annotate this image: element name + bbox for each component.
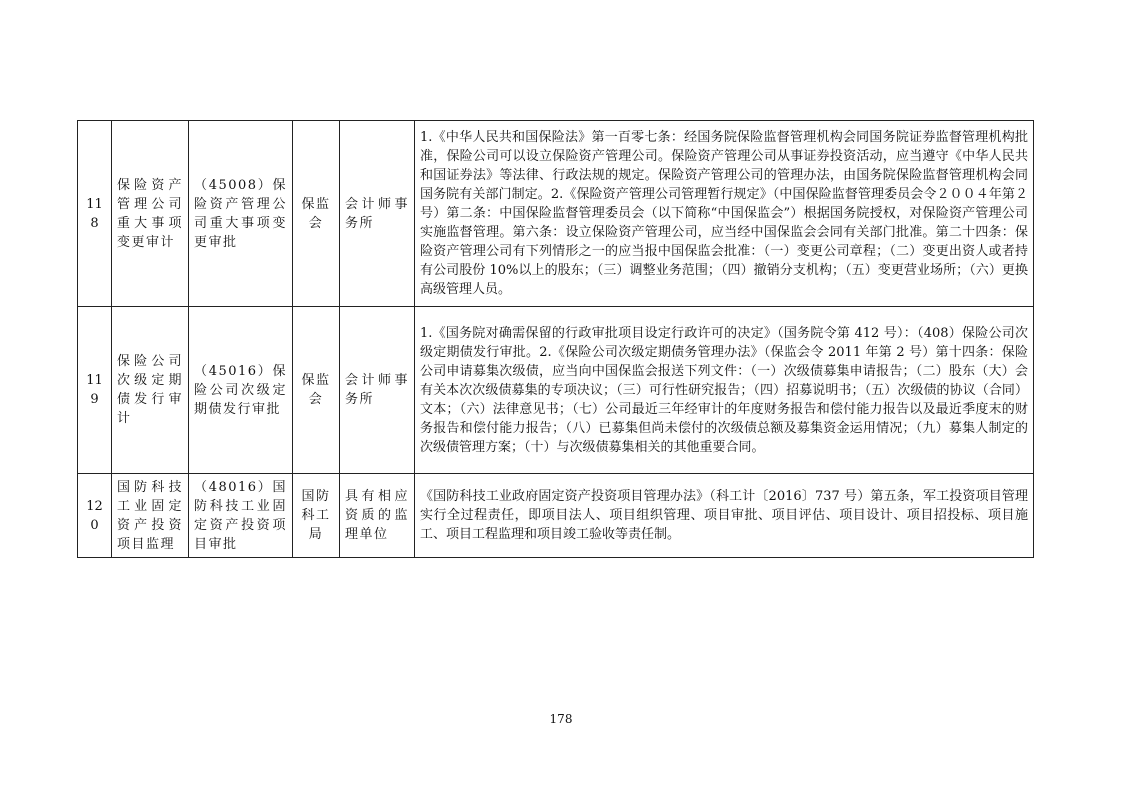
- item-name: 保险公司次级定期债发行审计: [112, 307, 189, 474]
- approval-matter: （45008）保险资产管理公司重大事项变更审批: [189, 121, 293, 307]
- approval-department: 国防科工局: [293, 474, 340, 558]
- regulation-table: [77, 120, 1034, 558]
- row-number: 120: [78, 474, 112, 558]
- approval-matter: （48016）国防科技工业固定资产投资项目审批: [189, 474, 293, 558]
- legal-basis: 1.《中华人民共和国保险法》第一百零七条：经国务院保险监督管理机构会同国务院证券监督管理机构批准，保险公司可以设立保险资产管理公司。保险资产管理公司从事证券投资活动，应当遵守《中华人民共和国证券法》等法律、行政法规的规定。保险资产管理公司的管理办法，由国务院保险监督管理机构会同国务院有关部门制定。2.《保险资产管理公司管理暂行规定》（中国保险监督管理委员会令２００４年第２号）第二条：中国保险监督管理委员会（以下简称“中国保监会”）根据国务院授权，对保险资产管理公司实施监督管理。第六条：设立保险资产管理公司，应当经中国保监会会同有关部门批准。第二十四条：保险资产管理公司有下列情形之一的应当报中国保监会批准：（一）变更公司章程；（二）变更出资人或者持有公司股份 10%以上的股东；（三）调整业务范围；（四）撤销分支机构；（五）变更营业场所；（六）更换高级管理人员。: [415, 121, 1034, 307]
- table-row: [78, 307, 1034, 474]
- row-number: 119: [78, 307, 112, 474]
- item-name: 保险资产管理公司重大事项变更审计: [112, 121, 189, 307]
- item-name: 国防科技工业固定资产投资项目监理: [112, 474, 189, 558]
- legal-basis: 1.《国务院对确需保留的行政审批项目设定行政许可的决定》（国务院令第 412 号）：（408）保险公司次级定期债发行审批。2.《保险公司次级定期债务管理办法》（保监会令 2011 年第 2 号）第十四条：保险公司申请募集次级债，应当向中国保监会报送下列文件：（一）次级债募集申请报告；（二）股东（大）会有关本次次级债募集的专项决议；（三）可行性研究报告；（四）招募说明书；（五）次级债的协议（合同）文本；（六）法律意见书；（七）公司最近三年经审计的年度财务报告和偿付能力报告以及最近季度末的财务报告和偿付能力报告；（八）已募集但尚未偿付的次级债总额及募集资金运用情况；（九）募集人制定的次级债管理方案；（十）与次级债募集相关的其他重要合同。: [415, 307, 1034, 474]
- approval-matter: （45016）保险公司次级定期债发行审批: [189, 307, 293, 474]
- table-row: [78, 474, 1034, 558]
- service-organization: 会计师事务所: [340, 121, 415, 307]
- service-organization: 具有相应资质的监理单位: [340, 474, 415, 558]
- service-organization: 会计师事务所: [340, 307, 415, 474]
- legal-basis: 《国防科技工业政府固定资产投资项目管理办法》（科工计〔2016〕737 号）第五条，军工投资项目管理实行全过程责任，即项目法人、项目组织管理、项目审批、项目评估、项目设计、项目招投标、项目施工、项目工程监理和项目竣工验收等责任制。: [415, 474, 1034, 558]
- page-number: 178: [549, 712, 573, 726]
- approval-department: 保监会: [293, 307, 340, 474]
- table-row: [78, 121, 1034, 307]
- approval-department: 保监会: [293, 121, 340, 307]
- row-number: 118: [78, 121, 112, 307]
